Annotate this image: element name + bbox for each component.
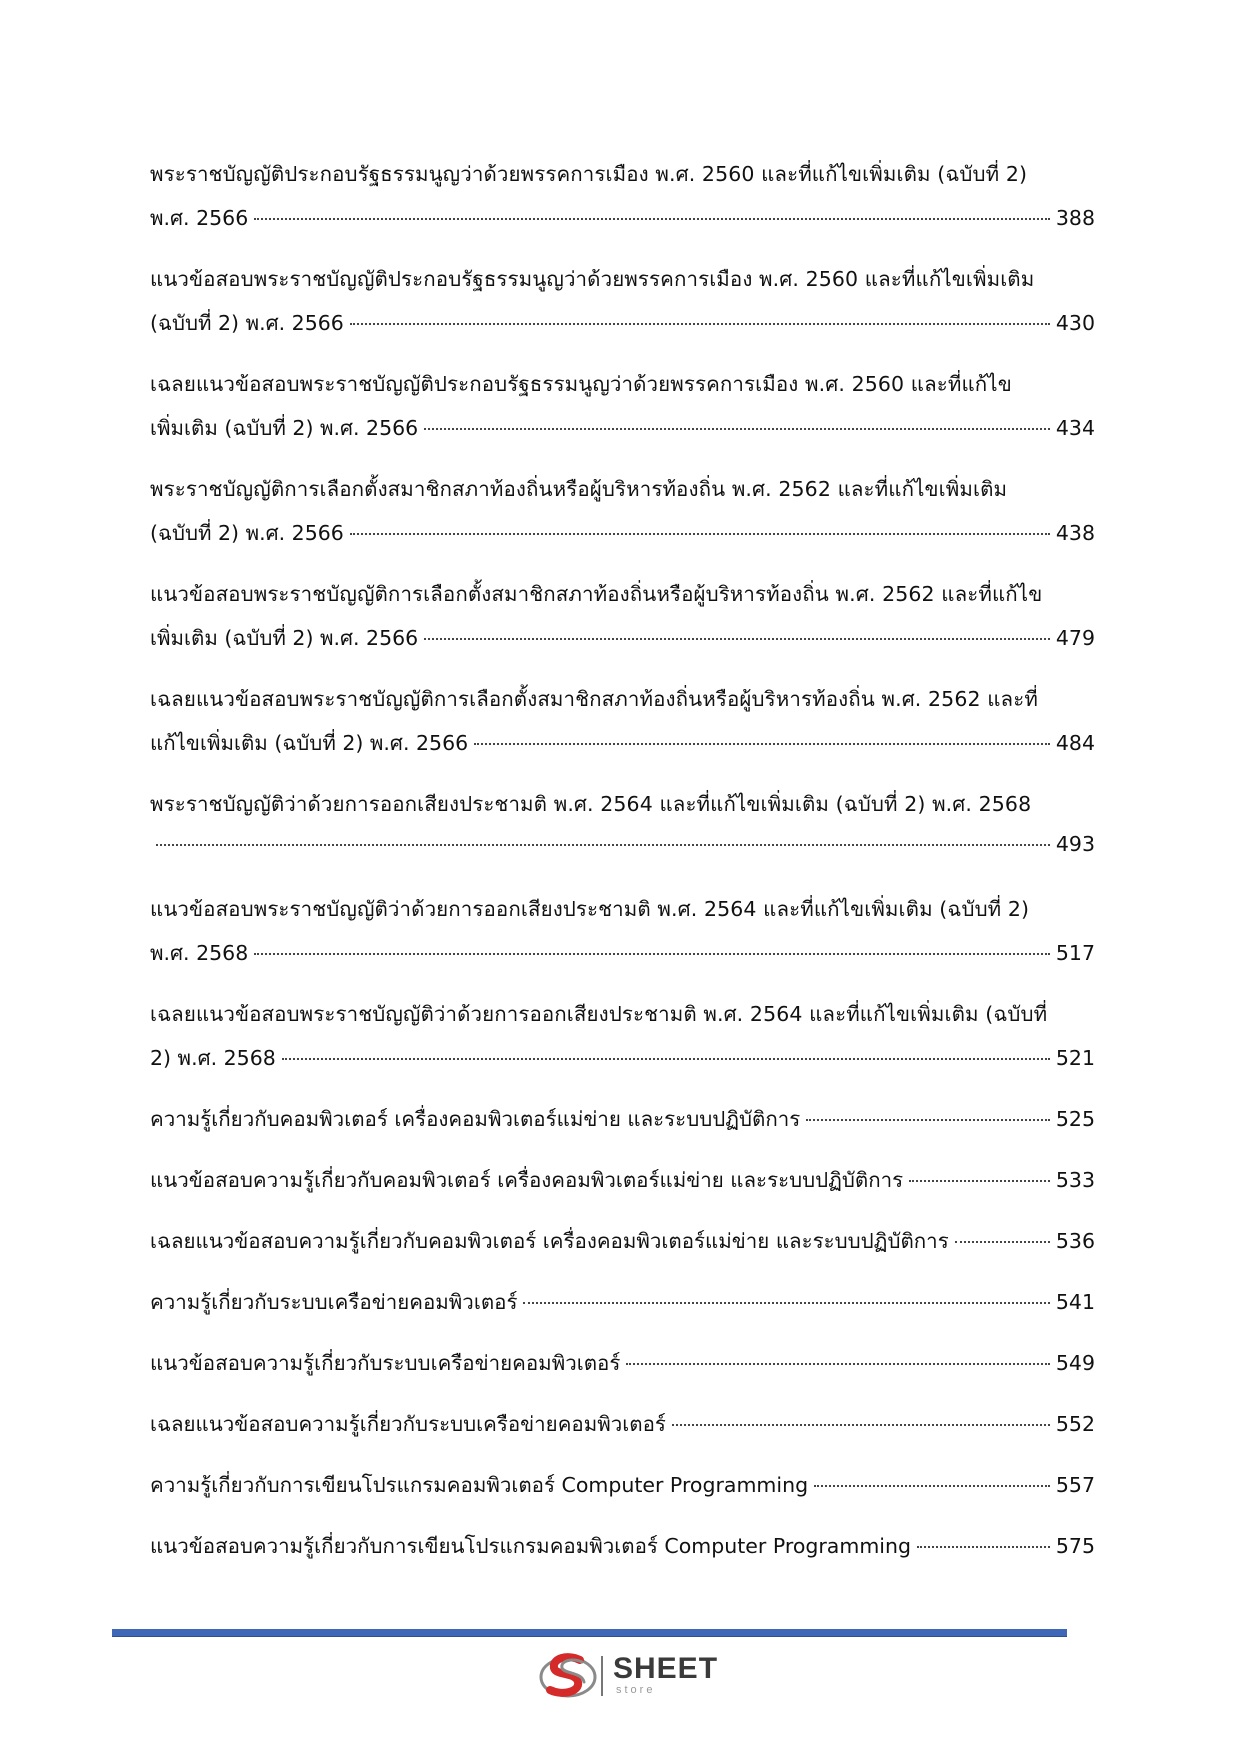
- toc-entry-leader-line: [150, 832, 1095, 856]
- toc-entry-leader-line: [150, 307, 1095, 340]
- table-of-contents: [150, 150, 1095, 1583]
- toc-entry-leader-line: [150, 1408, 1095, 1441]
- toc-entry: [150, 1095, 1095, 1142]
- toc-entry-page-number: 533: [1055, 1168, 1095, 1192]
- toc-entry-page-number: 525: [1055, 1107, 1095, 1131]
- dot-leader: [814, 1485, 1050, 1487]
- dot-leader: [254, 953, 1050, 955]
- dot-leader: [282, 1058, 1050, 1060]
- toc-entry-page-number: 388: [1055, 206, 1095, 230]
- toc-entry-title-line1: แนวข้อสอบพระราชบัญญัติการเลือกตั้งสมาชิกสภาท้องถิ่นหรือผู้บริหารท้องถิ่น พ.ศ. 2562 และที่แก้ไข: [150, 582, 1043, 606]
- toc-entry-page-number: 549: [1055, 1351, 1095, 1375]
- toc-entry-title-line2: (ฉบับที่ 2) พ.ศ. 2566: [150, 521, 344, 545]
- logo-separator: [601, 1656, 603, 1696]
- toc-entry-title: เฉลยแนวข้อสอบความรู้เกี่ยวกับระบบเครือข่ายคอมพิวเตอร์: [150, 1412, 666, 1436]
- toc-entry-title-line1: พระราชบัญญัติว่าด้วยการออกเสียงประชามติ พ.ศ. 2564 และที่แก้ไขเพิ่มเติม (ฉบับที่ 2) พ.ศ. 2568: [150, 792, 1032, 816]
- toc-entry-leader-line: [150, 517, 1095, 550]
- dot-leader: [424, 428, 1050, 430]
- toc-entry-title-line2: 2) พ.ศ. 2568: [150, 1046, 276, 1070]
- toc-entry-leader-line: [150, 1164, 1095, 1197]
- dot-leader: [350, 533, 1050, 535]
- toc-entry-title-line2: เพิ่มเติม (ฉบับที่ 2) พ.ศ. 2566: [150, 416, 419, 440]
- toc-entry-page-number: 541: [1055, 1290, 1095, 1314]
- toc-entry-page-number: 430: [1055, 311, 1095, 335]
- toc-entry-title-line1: พระราชบัญญัติการเลือกตั้งสมาชิกสภาท้องถิ่นหรือผู้บริหารท้องถิ่น พ.ศ. 2562 และที่แก้ไขเพิ่มเติม: [150, 477, 1008, 501]
- toc-entry-title-line2: พ.ศ. 2568: [150, 941, 249, 965]
- toc-entry-leader-line: [150, 937, 1095, 970]
- toc-entry-title-line2: พ.ศ. 2566: [150, 206, 249, 230]
- toc-entry-title: ความรู้เกี่ยวกับระบบเครือข่ายคอมพิวเตอร์: [150, 1290, 518, 1314]
- toc-entry-title-line2: (ฉบับที่ 2) พ.ศ. 2566: [150, 311, 344, 335]
- sheet-store-logo-mark: [538, 1650, 600, 1700]
- dot-leader: [626, 1363, 1050, 1365]
- toc-entry: [150, 1156, 1095, 1203]
- toc-entry: [150, 465, 1095, 556]
- toc-entry-title: แนวข้อสอบความรู้เกี่ยวกับการเขียนโปรแกรมคอมพิวเตอร์ Computer Programming: [150, 1534, 912, 1558]
- toc-entry-title-line1: พระราชบัญญัติประกอบรัฐธรรมนูญว่าด้วยพรรคการเมือง พ.ศ. 2560 และที่แก้ไขเพิ่มเติม (ฉบับที่ 2): [150, 162, 1028, 186]
- dot-leader: [474, 743, 1050, 745]
- toc-entry: [150, 780, 1095, 871]
- toc-entry: [150, 885, 1095, 976]
- toc-entry-page-number: 493: [1055, 832, 1095, 856]
- logo-wordmark: SHEET: [613, 1652, 719, 1685]
- toc-entry-page-number: 536: [1055, 1229, 1095, 1253]
- footer-rule: [112, 1629, 1067, 1637]
- toc-entry-title: เฉลยแนวข้อสอบความรู้เกี่ยวกับคอมพิวเตอร์ เครื่องคอมพิวเตอร์แม่ข่าย และระบบปฏิบัติการ: [150, 1229, 949, 1253]
- toc-entry-page-number: 479: [1055, 626, 1095, 650]
- toc-entry: [150, 1400, 1095, 1447]
- toc-entry-title-line2: เพิ่มเติม (ฉบับที่ 2) พ.ศ. 2566: [150, 626, 419, 650]
- toc-entry: [150, 150, 1095, 241]
- toc-entry-page-number: 557: [1055, 1473, 1095, 1497]
- toc-entry-page-number: 521: [1055, 1046, 1095, 1070]
- toc-entry-title-line2: แก้ไขเพิ่มเติม (ฉบับที่ 2) พ.ศ. 2566: [150, 731, 469, 755]
- dot-leader: [156, 844, 1050, 846]
- toc-entry-page-number: 434: [1055, 416, 1095, 440]
- toc-entry-title: แนวข้อสอบความรู้เกี่ยวกับคอมพิวเตอร์ เครื่องคอมพิวเตอร์แม่ข่าย และระบบปฏิบัติการ: [150, 1168, 904, 1192]
- toc-entry-leader-line: [150, 1530, 1095, 1563]
- toc-entry-title: แนวข้อสอบความรู้เกี่ยวกับระบบเครือข่ายคอมพิวเตอร์: [150, 1351, 621, 1375]
- toc-entry: [150, 1339, 1095, 1386]
- toc-entry-leader-line: [150, 727, 1095, 760]
- toc-entry-page-number: 575: [1055, 1534, 1095, 1558]
- toc-entry-page-number: 552: [1055, 1412, 1095, 1436]
- toc-entry-title-line1: แนวข้อสอบพระราชบัญญัติประกอบรัฐธรรมนูญว่าด้วยพรรคการเมือง พ.ศ. 2560 และที่แก้ไขเพิ่มเติม: [150, 267, 1035, 291]
- toc-entry-title-line1: เฉลยแนวข้อสอบพระราชบัญญัติการเลือกตั้งสมาชิกสภาท้องถิ่นหรือผู้บริหารท้องถิ่น พ.ศ. 2562 และที่: [150, 687, 1038, 711]
- toc-entry: [150, 360, 1095, 451]
- toc-entry-leader-line: [150, 412, 1095, 445]
- toc-entry: [150, 255, 1095, 346]
- dot-leader: [909, 1180, 1050, 1182]
- toc-entry-page-number: 517: [1055, 941, 1095, 965]
- dot-leader: [917, 1546, 1050, 1548]
- dot-leader: [672, 1424, 1050, 1426]
- toc-entry-title-line1: เฉลยแนวข้อสอบพระราชบัญญัติว่าด้วยการออกเสียงประชามติ พ.ศ. 2564 และที่แก้ไขเพิ่มเติม (ฉบับที่: [150, 1002, 1048, 1026]
- dot-leader: [806, 1119, 1050, 1121]
- toc-entry-title: ความรู้เกี่ยวกับการเขียนโปรแกรมคอมพิวเตอร์ Computer Programming: [150, 1473, 809, 1497]
- dot-leader: [424, 638, 1050, 640]
- toc-entry-title-line1: เฉลยแนวข้อสอบพระราชบัญญัติประกอบรัฐธรรมนูญว่าด้วยพรรคการเมือง พ.ศ. 2560 และที่แก้ไข: [150, 372, 1012, 396]
- toc-entry-leader-line: [150, 202, 1095, 235]
- toc-entry: [150, 1278, 1095, 1325]
- toc-entry-leader-line: [150, 1286, 1095, 1319]
- toc-entry-page-number: 438: [1055, 521, 1095, 545]
- toc-entry-leader-line: [150, 1042, 1095, 1075]
- toc-entry-page-number: 484: [1055, 731, 1095, 755]
- toc-entry-leader-line: [150, 1103, 1095, 1136]
- toc-entry-leader-line: [150, 1225, 1095, 1258]
- dot-leader: [254, 218, 1050, 220]
- toc-entry: [150, 675, 1095, 766]
- dot-leader: [523, 1302, 1049, 1304]
- toc-entry: [150, 570, 1095, 661]
- toc-entry-leader-line: [150, 1347, 1095, 1380]
- toc-entry: [150, 1217, 1095, 1264]
- toc-entry-title-line1: แนวข้อสอบพระราชบัญญัติว่าด้วยการออกเสียงประชามติ พ.ศ. 2564 และที่แก้ไขเพิ่มเติม (ฉบับที่ 2): [150, 897, 1030, 921]
- toc-entry-leader-line: [150, 622, 1095, 655]
- toc-entry-leader-line: [150, 1469, 1095, 1502]
- toc-entry-title: ความรู้เกี่ยวกับคอมพิวเตอร์ เครื่องคอมพิวเตอร์แม่ข่าย และระบบปฏิบัติการ: [150, 1107, 801, 1131]
- dot-leader: [350, 323, 1050, 325]
- toc-entry: [150, 1461, 1095, 1508]
- logo-subtext: store: [616, 1684, 656, 1696]
- toc-entry: [150, 990, 1095, 1081]
- toc-entry: [150, 1522, 1095, 1569]
- sheet-store-logo: [538, 1650, 718, 1700]
- dot-leader: [955, 1241, 1050, 1243]
